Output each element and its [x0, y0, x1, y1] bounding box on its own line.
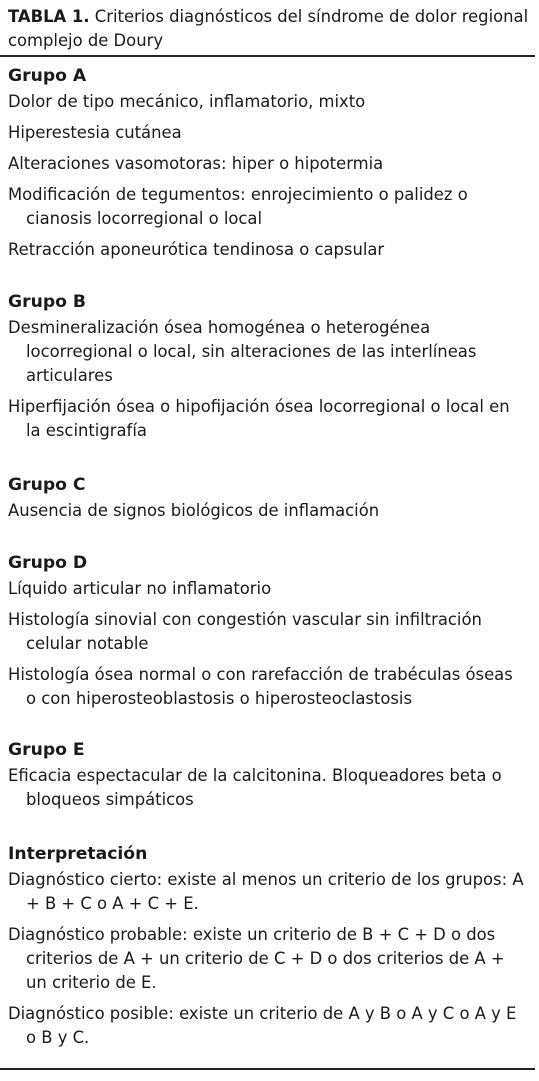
table-container — [0, 0, 539, 52]
group-title: Grupo A — [8, 66, 87, 86]
criterion-item: Diagnóstico posible: existe un criterio de A y B o A y C o A y E o B y C. — [8, 1004, 517, 1047]
criterion-item: Diagnóstico cierto: existe al menos un criterio de los grupos: A + B + C o A + C + E. — [8, 870, 524, 913]
table-label: TABLA 1. — [8, 7, 90, 26]
criterion-item: Líquido articular no inflamatorio — [8, 579, 272, 598]
group-title: Grupo D — [8, 553, 88, 573]
criterion-item: Dolor de tipo mecánico, inflamatorio, mixto — [8, 92, 366, 111]
group-title: Grupo E — [8, 740, 85, 760]
group-c — [0, 473, 535, 530]
criterion-item: Diagnóstico probable: existe un criterio de B + C + D o dos criterios de A + un criterio de C + D o dos criterios de A + un criterio de E. — [8, 925, 505, 992]
top-rule — [0, 55, 535, 57]
criterion-item: Alteraciones vasomotoras: hiper o hipotermia — [8, 154, 384, 173]
criterion-item: Modificación de tegumentos: enrojecimiento o palidez o cianosis locorregional o local — [8, 185, 468, 228]
criterion-item: Histología sinovial con congestión vascular sin infiltración celular notable — [8, 610, 482, 653]
bottom-rule — [0, 1068, 535, 1070]
table-caption — [0, 0, 539, 52]
criterion-item: Hiperfijación ósea o hipofijación ósea locorregional o local en la escintigrafía — [8, 397, 510, 440]
criterion-item: Eficacia espectacular de la calcitonina. Bloqueadores beta o bloqueos simpáticos — [8, 766, 502, 809]
group-title: Interpretación — [8, 844, 148, 864]
criterion-item: Retracción aponeurótica tendinosa o capsular — [8, 240, 385, 259]
group-title: Grupo B — [8, 292, 87, 312]
table-title: Criterios diagnósticos del síndrome de dolor regional complejo de Doury — [8, 7, 529, 50]
criterion-item: Hiperestesia cutánea — [8, 123, 182, 142]
criterion-item: Ausencia de signos biológicos de inflamación — [8, 501, 380, 520]
group-b — [0, 290, 535, 450]
group-title: Grupo C — [8, 475, 86, 495]
group-e — [0, 738, 535, 819]
group-d — [0, 551, 535, 718]
criterion-item: Desmineralización ósea homogénea o heterogénea locorregional o local, sin alteraciones de las interlíneas articulares — [8, 318, 477, 385]
group-a — [0, 64, 535, 269]
group-interpretation — [0, 842, 535, 1057]
criterion-item: Histología ósea normal o con rarefacción de trabéculas óseas o con hiperosteoblastosis o hiperosteoclastosis — [8, 665, 513, 708]
